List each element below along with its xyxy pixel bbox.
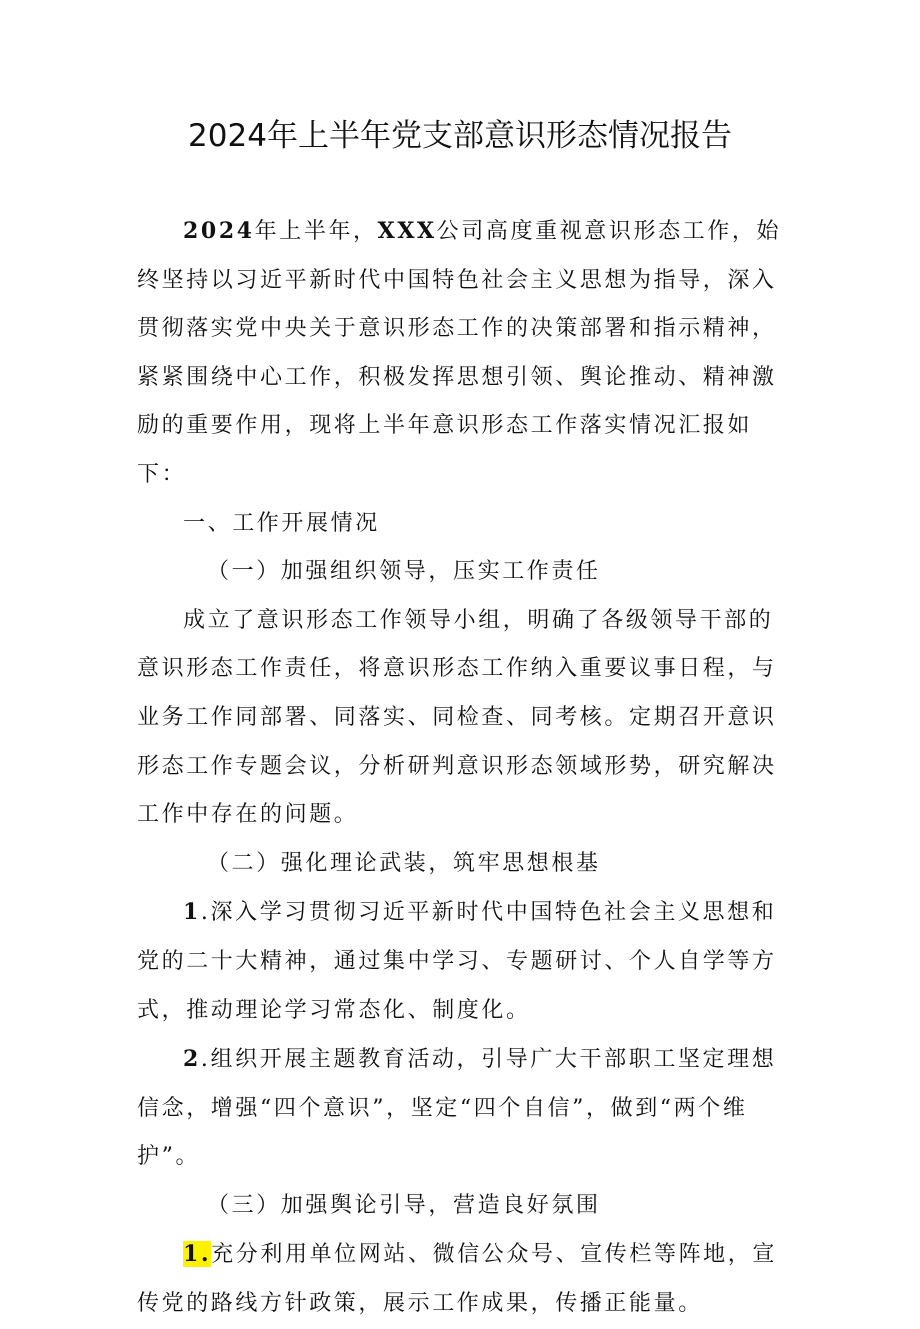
document-body xyxy=(137,207,797,1329)
section-heading-1: 一、工作开展情况 xyxy=(183,510,380,536)
item-number: 1 xyxy=(183,899,201,926)
subsection-1-paragraph: 成立了意识形态工作领导小组，明确了各级领导干部的意识形态工作责任，将意识形态工作纳入重要议事日程，与业务工作同部署、同落实、同检查、同考核。定期召开意识形态工作专题会议，分析研判意识形态领域形势，研究解决工作中存在的问题。 xyxy=(137,607,777,828)
intro-text-2: 公司高度重视意识形态工作，始终坚持以习近平新时代中国特色社会主义思想为指导，深入贯彻落实党中央关于意识形态工作的决策部署和指示精神，紧紧围绕中心工作，积极发挥思想引领、舆论推动、精神激励的重要作用，现将上半年意识形态工作落实情况汇报如下： xyxy=(137,219,782,487)
intro-text-1: 年上半年， xyxy=(254,219,378,244)
highlighted-item-number: 1. xyxy=(183,1241,212,1268)
subsection-heading-1: （一）加强组织领导，压实工作责任 xyxy=(207,559,601,585)
document-title: 2024年上半年党支部意识形态情况报告 xyxy=(188,118,732,154)
intro-company: XXX xyxy=(377,218,437,244)
intro-year: 2024 xyxy=(183,218,255,244)
list-item xyxy=(137,1230,797,1328)
intro-paragraph xyxy=(137,207,797,500)
subsection-heading-3: （三）加强舆论引导，营造良好氛围 xyxy=(207,1192,601,1218)
item-text: 充分利用单位网站、微信公众号、宣传栏等阵地，宣传党的路线方针政策，展示工作成果，传播正能量。 xyxy=(137,1242,777,1317)
list-item xyxy=(137,888,797,1035)
list-item xyxy=(137,1035,797,1182)
subsection-heading-2: （二）强化理论武装，筑牢思想根基 xyxy=(207,850,601,876)
item-text: .深入学习贯彻习近平新时代中国特色社会主义思想和党的二十大精神，通过集中学习、专题研讨、个人自学等方式，推动理论学习常态化、制度化。 xyxy=(137,900,777,1023)
item-number: 2 xyxy=(183,1046,201,1073)
item-text: .组织开展主题教育活动，引导广大干部职工坚定理想信念，增强“四个意识”，坚定“四个自信”，做到“两个维护”。 xyxy=(137,1047,777,1170)
